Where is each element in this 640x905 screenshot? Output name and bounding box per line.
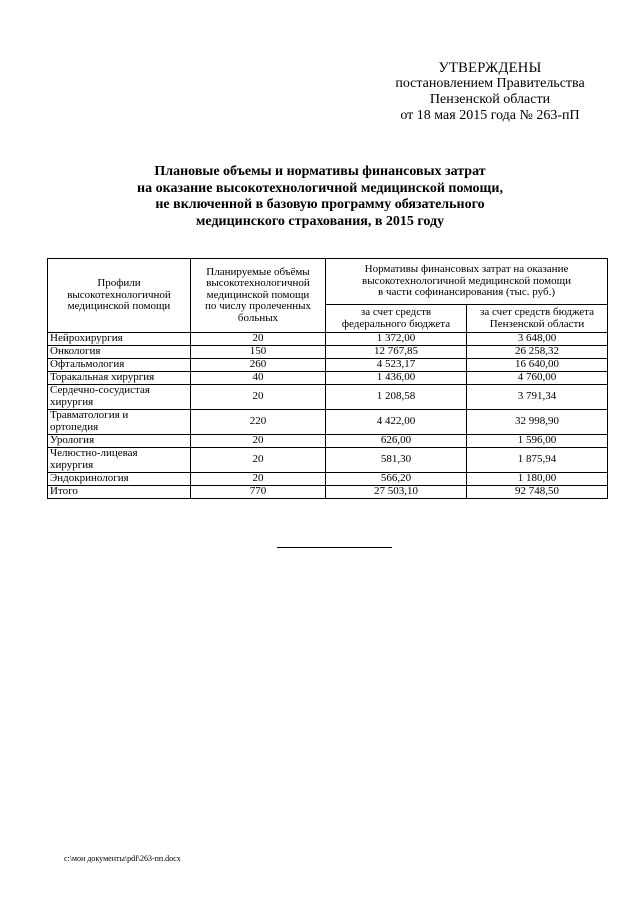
approval-line-3: от 18 мая 2015 года № 263-пП [400,108,580,123]
cell-profile: Эндокринология [48,473,191,486]
cell-profile-line-2: ортопедия [50,420,99,433]
header-volume-line-3: медицинской помощи [206,288,310,301]
cell-volume: 20 [191,333,326,346]
cell-profile: Торакальная хирургия [48,372,191,385]
cell-profile: Урология [48,435,191,448]
cell-profile-line-2: хирургия [50,395,94,408]
header-norms-line-3: в части софинансирования (тыс. руб.) [378,286,555,299]
table-row [48,448,608,473]
cell-federal: 12 767,85 [326,346,467,359]
header-volume-line-1: Планируемые объёмы [206,265,310,278]
header-volume-line-5: больных [237,311,279,324]
cell-profile-line-2: хирургия [50,458,94,471]
cell-profile: Офтальмология [48,359,191,372]
table-row [48,333,608,346]
volumes-table [47,258,608,499]
header-federal-line-2: федерального бюджета [341,317,451,330]
cell-regional: 1 596,00 [467,435,608,448]
header-profile-line-2: высокотехнологичной [67,288,171,301]
cell-profile: Нейрохирургия [48,333,191,346]
cell-profile-line-1: Травматология и [50,409,129,421]
header-volume-line-4: по числу пролеченных [204,300,312,313]
header-volume-line-2: высокотехнологичной [206,277,310,290]
approval-line-2: Пензенской области [429,92,551,107]
title-line-1: Плановые объемы и нормативы финансовых затрат [154,164,486,179]
cell-regional: 4 760,00 [467,372,608,385]
table-row [48,435,608,448]
cell-profile-line-1: Челюстно-лицевая [50,447,138,459]
title-line-3: не включенной в базовую программу обязательного [155,197,485,212]
cell-profile-total: Итого [48,486,191,499]
table-row [48,410,608,435]
header-norms-line-2: высокотехнологичной медицинской помощи [362,274,571,287]
header-federal [326,305,467,333]
cell-federal: 626,00 [326,435,467,448]
cell-profile [48,448,191,473]
approval-block [370,60,610,124]
document-title [100,164,540,230]
header-volume [191,259,326,333]
cell-volume: 150 [191,346,326,359]
cell-federal: 581,30 [326,448,467,473]
table-row [48,473,608,486]
cell-profile: Онкология [48,346,191,359]
cell-regional: 26 258,32 [467,346,608,359]
title-line-2: на оказание высокотехнологичной медицинской помощи, [137,180,503,196]
cell-volume: 20 [191,385,326,410]
cell-regional: 3 648,00 [467,333,608,346]
header-norms-group [326,259,608,305]
approval-line-1: постановлением Правительства [395,76,585,91]
cell-profile [48,410,191,435]
cell-volume: 40 [191,372,326,385]
cell-volume-total: 770 [191,486,326,499]
header-profile-line-3: медицинской помощи [67,300,171,313]
cell-regional: 3 791,34 [467,385,608,410]
cell-regional: 1 180,00 [467,473,608,486]
cell-profile-line-1: Сердечно-сосудистая [50,384,150,396]
cell-volume: 20 [191,448,326,473]
header-profile-line-1: Профили [97,277,141,290]
header-regional-line-2: Пензенской области [489,317,585,330]
table-row [48,346,608,359]
cell-volume: 20 [191,473,326,486]
cell-federal: 566,20 [326,473,467,486]
cell-federal: 1 372,00 [326,333,467,346]
cell-regional: 32 998,90 [467,410,608,435]
cell-volume: 220 [191,410,326,435]
header-regional-line-1: за счет средств бюджета [480,306,594,318]
header-federal-line-1: за счет средств [360,306,432,318]
closing-rule [277,547,392,548]
cell-regional-total: 92 748,50 [467,486,608,499]
approval-heading: УТВЕРЖДЕНЫ [438,60,542,76]
table-row [48,385,608,410]
cell-profile [48,385,191,410]
header-profile [48,259,191,333]
title-line-4: медицинского страхования, в 2015 году [195,213,445,229]
cell-federal: 4 422,00 [326,410,467,435]
cell-volume: 20 [191,435,326,448]
cell-regional: 1 875,94 [467,448,608,473]
header-norms-line-1: Нормативы финансовых затрат на оказание [364,263,569,276]
cell-federal: 1 208,58 [326,385,467,410]
cell-regional: 16 640,00 [467,359,608,372]
cell-federal-total: 27 503,10 [326,486,467,499]
table-row [48,372,608,385]
cell-volume: 260 [191,359,326,372]
file-path-footer: c:\мои документы\pdf\263-пп.docx [64,854,181,863]
cell-federal: 1 436,00 [326,372,467,385]
table-total-row [48,486,608,499]
table-row [48,359,608,372]
cell-federal: 4 523,17 [326,359,467,372]
header-regional [467,305,608,333]
